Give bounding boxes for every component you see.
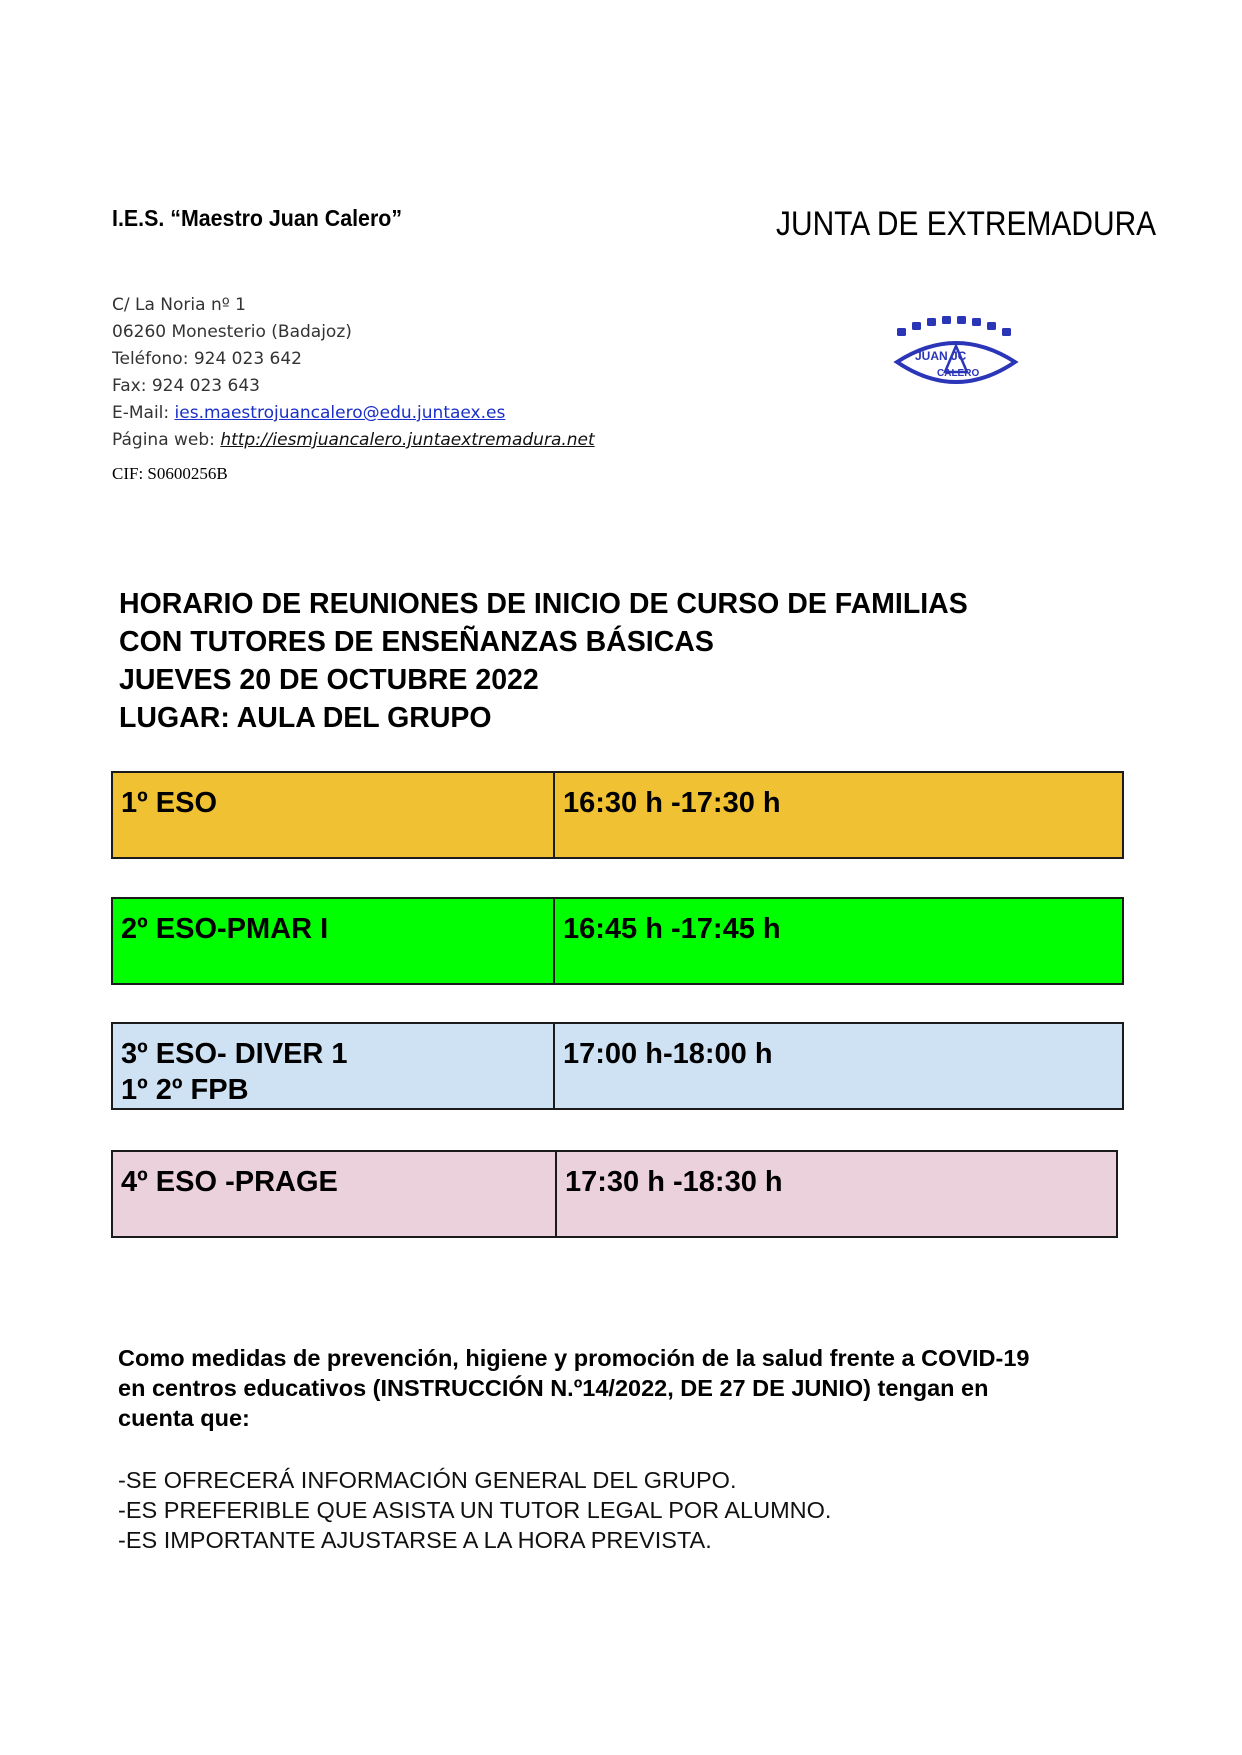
notice-items (118, 1465, 831, 1555)
title-line-2: CON TUTORES DE ENSEÑANZAS BÁSICAS (119, 626, 714, 658)
schedule-row-3-eso-diver (111, 1022, 1124, 1110)
logo-mid-text: JUAN JC (915, 349, 967, 363)
group-cell (113, 899, 555, 983)
notice-line-2: en centros educativos (INSTRUCCIÓN N.º14/2022, DE 27 DE JUNIO) tengan en (118, 1375, 989, 1401)
group-label: 4º ESO -PRAGE (121, 1166, 338, 1198)
email-link[interactable]: ies.maestrojuancalero@edu.juntaex.es (174, 403, 506, 423)
schedule-row-2-eso-pmar (111, 897, 1124, 985)
logo-bottom-text: CALERO (937, 368, 980, 379)
school-logo (893, 310, 1019, 390)
group-cell (113, 773, 555, 857)
web-link[interactable]: http://iesmjuancalero.juntaextremadura.net (220, 430, 595, 450)
group-label: 2º ESO-PMAR I (121, 913, 329, 945)
email-line (112, 400, 595, 427)
title-line-4: LUGAR: AULA DEL GRUPO (119, 702, 492, 734)
notice-item: -ES PREFERIBLE QUE ASISTA UN TUTOR LEGAL POR ALUMNO. (118, 1497, 832, 1523)
city-line: 06260 Monesterio (Badajoz) (112, 322, 352, 342)
group-cell (113, 1152, 557, 1236)
page-title (119, 585, 968, 737)
notice-line-3: cuenta que: (118, 1405, 250, 1431)
time-cell: 16:45 h -17:45 h (563, 913, 781, 945)
covid-notice (118, 1343, 1030, 1433)
school-name: I.E.S. “Maestro Juan Calero” (112, 205, 403, 231)
logo-top-letters (897, 316, 1011, 336)
email-label: E-Mail: (112, 403, 175, 423)
title-line-3: JUEVES 20 DE OCTUBRE 2022 (119, 664, 539, 696)
title-line-1: HORARIO DE REUNIONES DE INICIO DE CURSO DE FAMILIAS (119, 588, 968, 620)
group-label: 3º ESO- DIVER 1 (121, 1038, 348, 1070)
schedule-row-4-eso-prage (111, 1150, 1118, 1238)
web-label: Página web: (112, 430, 221, 450)
time-cell: 17:00 h-18:00 h (563, 1038, 773, 1070)
schedule-row-1-eso (111, 771, 1124, 859)
notice-item: -ES IMPORTANTE AJUSTARSE A LA HORA PREVISTA. (118, 1527, 712, 1553)
phone-line: Teléfono: 924 023 642 (112, 349, 302, 369)
notice-line-1: Como medidas de prevención, higiene y promoción de la salud frente a COVID-19 (118, 1345, 1030, 1371)
group-cell (113, 1024, 555, 1108)
contact-block (112, 292, 595, 454)
junta-extremadura-heading: JUNTA DE EXTREMADURA (776, 205, 1157, 243)
group-label: 1º ESO (121, 787, 218, 819)
address-line: C/ La Noria nº 1 (112, 295, 246, 315)
group-label-second: 1º 2º FPB (121, 1074, 249, 1106)
cif-line: CIF: S0600256B (112, 464, 228, 483)
notice-item: -SE OFRECERÁ INFORMACIÓN GENERAL DEL GRUPO. (118, 1467, 737, 1493)
time-cell: 17:30 h -18:30 h (565, 1166, 783, 1198)
web-line (112, 427, 595, 454)
time-cell: 16:30 h -17:30 h (563, 787, 781, 819)
fax-line: Fax: 924 023 643 (112, 376, 260, 396)
